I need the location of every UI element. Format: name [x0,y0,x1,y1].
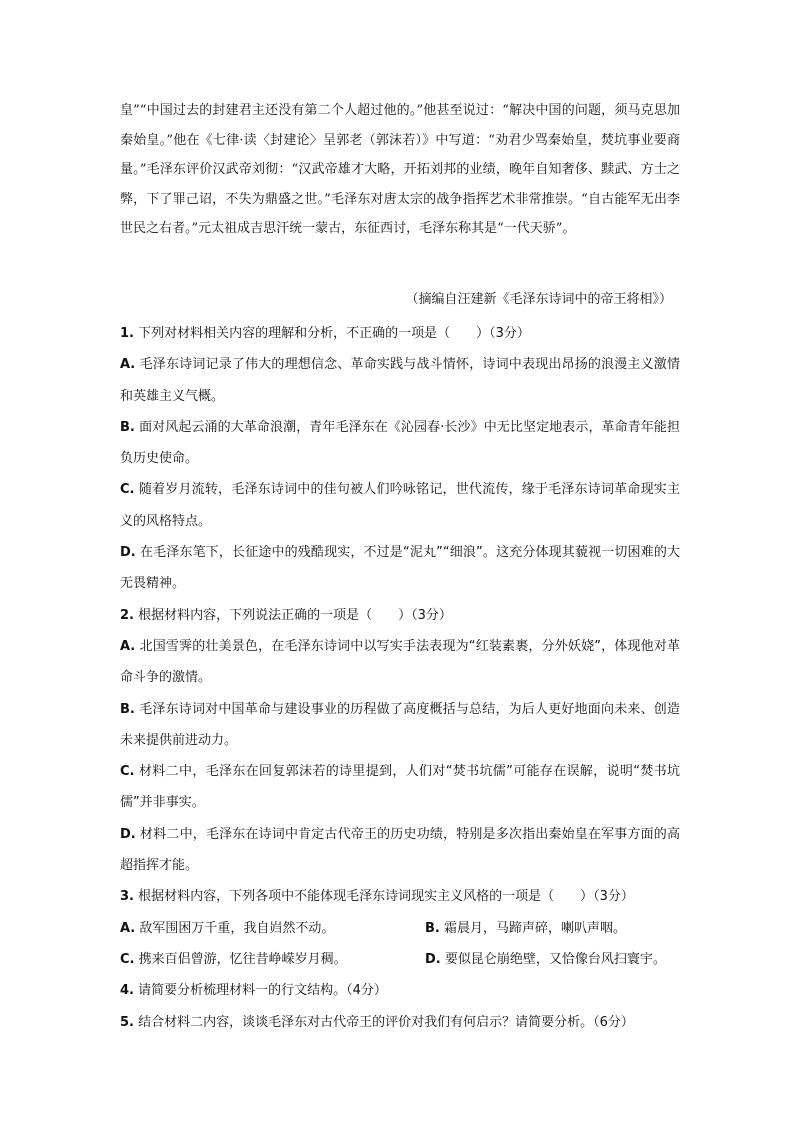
question-2-option-a [120,631,680,694]
option-text: 毛泽东诗词记录了伟大的理想信念、革命实践与战斗情怀，诗词中表现出昂扬的浪漫主义激情和英雄主义气概。 [120,357,680,404]
question-1-option-d [120,537,680,600]
question-3-option-b [425,913,680,944]
passage-text [120,96,680,244]
option-text: 面对风起云涌的大革命浪潮，青年毛泽东在《沁园春·长沙》中无比坚定地表示，革命青年能担负历史使命。 [120,419,680,467]
option-text: 毛泽东诗词对中国革命与建设事业的历程做了高度概括与总结，为后人更好地面向未来、创造未来提供前进动力。 [120,701,680,748]
question-stem: 请简要分析梳理材料一的行文结构。（4分） [138,983,387,999]
passage-source: （摘编自汪建新《毛泽东诗词中的帝王将相》） [405,292,672,307]
option-text: 材料二中，毛泽东在回复郭沫若的诗里提到，人们对“焚书坑儒”可能存在误解，说明“焚书坑儒”并非事实。 [120,764,680,811]
option-label: A. [120,920,136,936]
question-1-option-c [120,474,680,537]
question-number: 4. [120,983,134,999]
question-2-option-b [120,694,680,757]
question-list [120,318,680,1038]
option-text: 材料二中，毛泽东在诗词中肯定古代帝王的历史功绩，特别是多次指出秦始皇在军事方面的高超指挥才能。 [120,826,680,874]
question-2-option-d [120,819,680,882]
question-stem: 根据材料内容，下列说法正确的一项是（ ）（3分） [138,607,452,623]
option-label: D. [425,951,441,967]
option-label: D. [120,545,136,561]
question-3-option-d [425,944,680,975]
question-stem: 下列对材料相关内容的理解和分析，不正确的一项是（ ）（3分） [138,326,530,341]
option-text: 北国雪霁的壮美景色，在毛泽东诗词中以写实手法表现为“红装素裹，分外妖娆”，体现他对革命斗争的激情。 [120,638,680,686]
question-3-option-c [120,944,425,975]
option-text: 在毛泽东笔下，长征途中的残酷现实，不过是“泥丸”“细浪”。这充分体现其藐视一切困难的大无畏精神。 [120,545,680,592]
question-3-option-a [120,913,425,944]
question-number: 3. [120,889,134,905]
question-2 [120,600,680,631]
option-label: A. [120,638,136,654]
question-1 [120,318,680,349]
option-label: C. [120,764,135,780]
question-4 [120,975,680,1006]
option-text: 携来百侣曾游，忆往昔峥嵘岁月稠。 [138,951,347,967]
question-stem: 根据材料内容，下列各项中不能体现毛泽东诗词现实主义风格的一项是（ ）（3分） [138,889,634,905]
option-label: B. [120,419,135,435]
question-5 [120,1007,680,1038]
question-3 [120,881,680,912]
question-2-option-c [120,756,680,819]
question-3-options [120,913,680,976]
question-1-option-a [120,349,680,412]
option-text: 敌军围困万千重，我自岿然不动。 [139,920,335,936]
question-number: 2. [120,607,134,623]
question-number: 5. [120,1014,134,1030]
option-label: C. [120,951,135,967]
option-text: 要似昆仑崩绝壁，又恰像台风扫寰宇。 [444,951,666,967]
option-text: 随着岁月流转，毛泽东诗词中的佳句被人们吟咏铭记，世代流传，缘于毛泽东诗词革命现实主义的风格特点。 [120,482,680,529]
option-label: A. [120,357,136,373]
passage-paragraph: 皇”“中国过去的封建君主还没有第二个人超过他的。”他甚至说过：“解决中国的问题，须马克思加秦始皇。”他在《七律·读〈封建论〉呈郭老（郭沫若）》中写道：“劝君少骂秦始皇，焚坑事业要商量。”毛泽东评价汉武帝刘彻：“汉武帝雄才大略，开拓刘邦的业绩，晚年自知奢侈、黩武、方士之弊，下了罪己诏，不失为鼎盛之世。”毛泽东对唐太宗的战争指挥艺术非常推崇。“自古能军无出李世民之右者。”元太祖成吉思汗统一蒙古，东征西讨，毛泽东称其是“一代天骄”。 [120,103,680,236]
option-text: 霜晨月，马蹄声碎，喇叭声咽。 [444,920,627,936]
option-label: C. [120,482,135,498]
question-number: 1. [120,326,134,341]
option-label: B. [120,701,135,717]
option-label: D. [120,826,136,842]
option-label: B. [425,920,440,936]
question-stem: 结合材料二内容，谈谈毛泽东对古代帝王的评价对我们有何启示？请简要分析。（6分） [138,1014,634,1030]
question-1-option-b [120,412,680,475]
